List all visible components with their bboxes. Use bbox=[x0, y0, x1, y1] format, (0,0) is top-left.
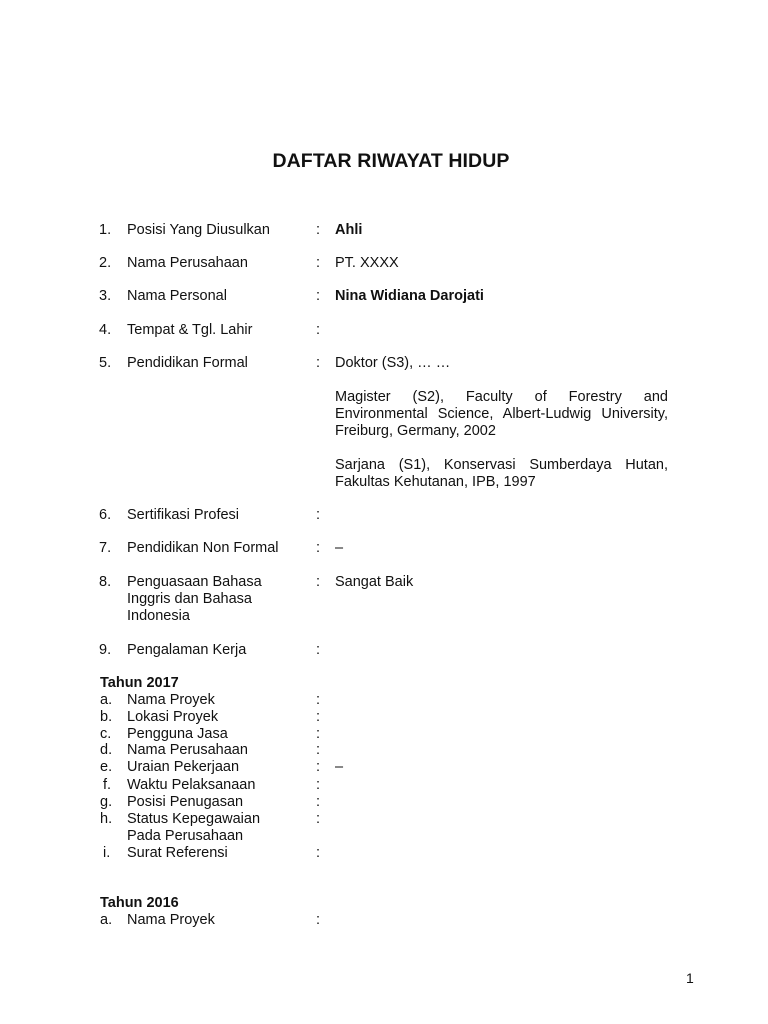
field-colon: : bbox=[316, 222, 321, 238]
item-letter: i. bbox=[103, 845, 111, 861]
item-colon: : bbox=[316, 811, 321, 827]
field-label: Nama Perusahaan bbox=[127, 255, 248, 271]
item-colon: : bbox=[316, 794, 321, 810]
item-label: Surat Referensi bbox=[127, 845, 228, 861]
field-value: Nina Widiana Darojati bbox=[335, 288, 484, 304]
item-colon: : bbox=[316, 845, 321, 861]
field-label: Posisi Yang Diusulkan bbox=[127, 222, 270, 238]
education-doktor: Doktor (S3), … … bbox=[335, 355, 451, 371]
field-colon: : bbox=[316, 507, 321, 523]
field-label: Sertifikasi Profesi bbox=[127, 507, 240, 523]
field-number: 3. bbox=[99, 288, 112, 304]
field-value-list bbox=[335, 355, 668, 491]
field-label: Nama Personal bbox=[127, 288, 227, 304]
item-colon: : bbox=[316, 759, 321, 775]
item-label: Nama Proyek bbox=[127, 912, 215, 928]
field-label: Pendidikan Formal bbox=[127, 355, 248, 371]
item-colon: : bbox=[316, 726, 321, 742]
item-letter: b. bbox=[100, 709, 113, 725]
page-number: 1 bbox=[686, 970, 694, 986]
item-label: Nama Proyek bbox=[127, 692, 215, 708]
item-letter: a. bbox=[100, 692, 113, 708]
item-label: Pengguna Jasa bbox=[127, 726, 228, 742]
field-colon: : bbox=[316, 322, 321, 338]
item-colon: : bbox=[316, 912, 321, 928]
item-label: Uraian Pekerjaan bbox=[127, 759, 240, 775]
field-number: 2. bbox=[99, 255, 112, 271]
field-value: Ahli bbox=[335, 222, 363, 238]
field-number: 9. bbox=[99, 642, 112, 658]
item-label: Waktu Pelaksanaan bbox=[127, 777, 256, 793]
item-letter: g. bbox=[100, 794, 113, 810]
item-letter: d. bbox=[100, 742, 113, 758]
field-label: Penguasaan Bahasa Inggris dan Bahasa Indonesia bbox=[127, 574, 262, 624]
document-title: DAFTAR RIWAYAT HIDUP bbox=[272, 150, 510, 172]
field-colon: : bbox=[316, 642, 321, 658]
item-letter: f. bbox=[103, 777, 112, 793]
field-value: Sangat Baik bbox=[335, 574, 414, 590]
item-label: Nama Perusahaan bbox=[127, 742, 248, 758]
field-number: 5. bbox=[99, 355, 112, 371]
field-label: Tempat & Tgl. Lahir bbox=[127, 322, 253, 338]
field-colon: : bbox=[316, 574, 321, 590]
field-colon: : bbox=[316, 355, 321, 371]
field-number: 4. bbox=[99, 322, 112, 338]
field-colon: : bbox=[316, 255, 321, 271]
item-letter: e. bbox=[100, 759, 113, 775]
item-label: Lokasi Proyek bbox=[127, 709, 219, 725]
field-colon: : bbox=[316, 288, 321, 304]
education-sarjana: Sarjana (S1), Konservasi Sumberdaya Hutan, Fakultas Kehutanan, IPB, 1997 bbox=[335, 457, 668, 490]
item-colon: : bbox=[316, 742, 321, 758]
field-value: PT. XXXX bbox=[335, 255, 399, 271]
item-colon: : bbox=[316, 709, 321, 725]
item-label: Posisi Penugasan bbox=[127, 794, 244, 810]
field-label: Pendidikan Non Formal bbox=[127, 540, 279, 556]
item-colon: : bbox=[316, 692, 321, 708]
field-value: – bbox=[335, 540, 344, 556]
field-number: 7. bbox=[99, 540, 112, 556]
item-letter: h. bbox=[100, 811, 113, 827]
experience-year-heading: Tahun 2017 bbox=[100, 675, 179, 691]
field-number: 8. bbox=[99, 574, 112, 590]
item-letter: a. bbox=[100, 912, 113, 928]
item-value: – bbox=[335, 759, 344, 775]
item-label: Status Kepegawaian Pada Perusahaan bbox=[127, 811, 261, 844]
experience-year-heading: Tahun 2016 bbox=[100, 895, 179, 911]
field-number: 6. bbox=[99, 507, 112, 523]
item-letter: c. bbox=[100, 726, 112, 742]
education-magister: Magister (S2), Faculty of Forestry and Environmental Science, Albert-Ludwig University, Freiburg, Germany, 2002 bbox=[335, 389, 668, 439]
field-label: Pengalaman Kerja bbox=[127, 642, 247, 658]
field-number: 1. bbox=[99, 222, 112, 238]
item-colon: : bbox=[316, 777, 321, 793]
field-colon: : bbox=[316, 540, 321, 556]
